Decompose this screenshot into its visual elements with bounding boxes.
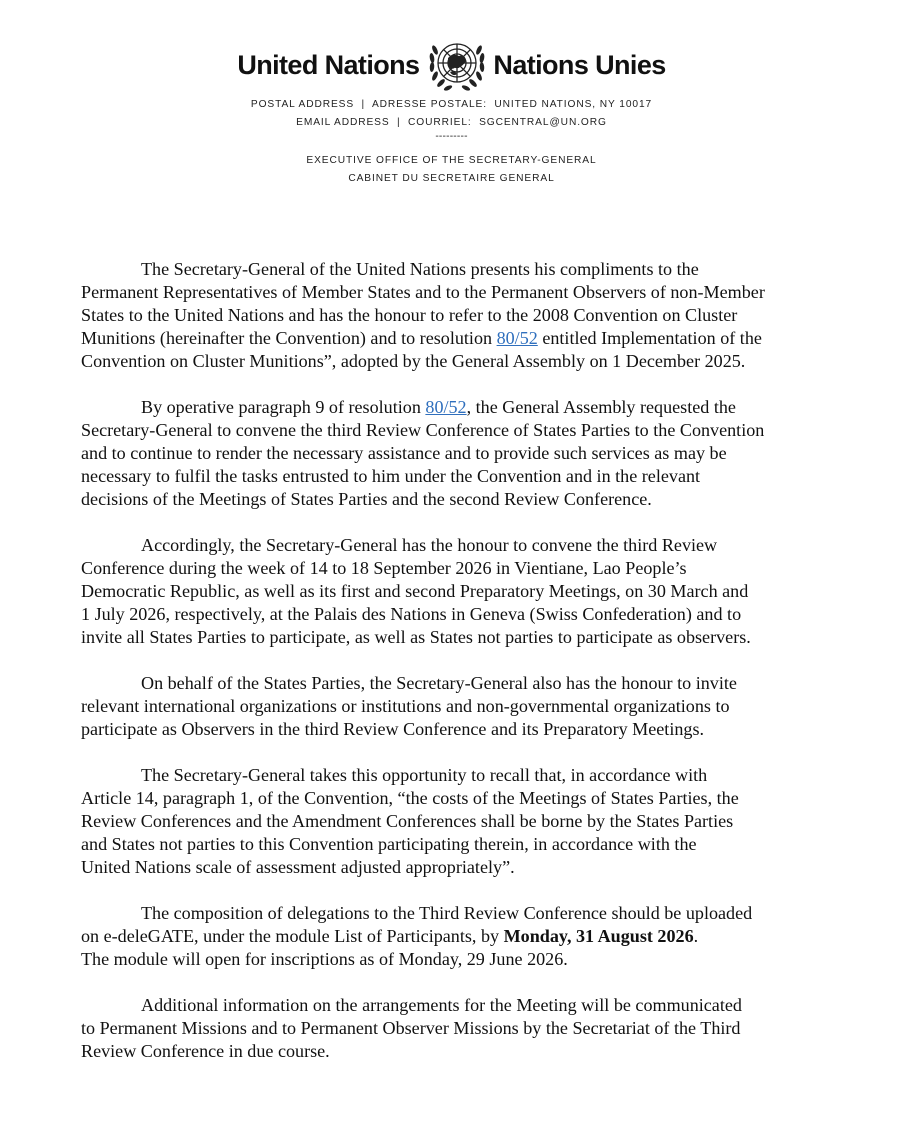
resolution-80-52-link[interactable]: 80/52 bbox=[425, 397, 467, 417]
office-english: EXECUTIVE OFFICE OF THE SECRETARY-GENERAL bbox=[306, 155, 597, 166]
text-line: Democratic Republic, as well as its first and second Preparatory Meetings, on 30 March and bbox=[81, 581, 749, 601]
text-segment: . bbox=[693, 926, 699, 946]
text-line: The module will open for inscriptions as of Monday, 29 June 2026. bbox=[81, 949, 568, 969]
text-line: Review Conference in due course. bbox=[81, 1041, 330, 1061]
text-line: The composition of delegations to the Third Review Conference should be uploaded bbox=[141, 903, 753, 923]
text-line: The Secretary-General takes this opportunity to recall that, in accordance with bbox=[141, 765, 708, 785]
paragraph-5 bbox=[81, 764, 851, 879]
paragraph-3 bbox=[81, 534, 851, 649]
text-line: to Permanent Missions and to Permanent Observer Missions by the Secretariat of the Third bbox=[81, 1018, 741, 1038]
text-line: Secretary-General to convene the third Review Conference of States Parties to the Convention bbox=[81, 420, 765, 440]
text-line: relevant international organizations or institutions and non-governmental organizations to bbox=[81, 696, 730, 716]
text-line: necessary to fulfil the tasks entrusted to him under the Convention and in the relevant bbox=[81, 466, 701, 486]
paragraph-7 bbox=[81, 994, 851, 1063]
paragraph-2 bbox=[81, 396, 851, 511]
text-line: Conference during the week of 14 to 18 September 2026 in Vientiane, Lao People’s bbox=[81, 558, 687, 578]
text-line: Review Conferences and the Amendment Conferences shall be borne by the States Parties bbox=[81, 811, 734, 831]
deadline-date: Monday, 31 August 2026 bbox=[503, 926, 694, 946]
org-name-english: United Nations bbox=[237, 50, 420, 80]
letterhead bbox=[0, 36, 903, 188]
text-line: and States not parties to this Convention participating therein, in accordance with the bbox=[81, 834, 697, 854]
text-segment: , the General Assembly requested the bbox=[466, 397, 736, 417]
text-line: Accordingly, the Secretary-General has the honour to convene the third Review bbox=[141, 535, 718, 555]
resolution-80-52-link[interactable]: 80/52 bbox=[496, 328, 538, 348]
paragraph-4 bbox=[81, 672, 851, 741]
text-line: Additional information on the arrangements for the Meeting will be communicated bbox=[141, 995, 742, 1015]
text-line: 1 July 2026, respectively, at the Palais des Nations in Geneva (Swiss Confederation) and to bbox=[81, 604, 742, 624]
office-french: CABINET DU SECRETAIRE GENERAL bbox=[348, 173, 555, 184]
text-line: Convention on Cluster Munitions”, adopted by the General Assembly on 1 December 2025. bbox=[81, 351, 746, 371]
separator: --------- bbox=[435, 131, 468, 142]
text-line: Article 14, paragraph 1, of the Convention, “the costs of the Meetings of States Parties, the bbox=[81, 788, 739, 808]
text-line: and to continue to render the necessary assistance and to provide such services as may be bbox=[81, 443, 727, 463]
letter-body bbox=[81, 258, 851, 1086]
text-line: The Secretary-General of the United Nations presents his compliments to the bbox=[141, 259, 699, 279]
text-segment: By operative paragraph 9 of resolution bbox=[141, 397, 426, 417]
text-line: invite all States Parties to participate, as well as States not parties to participate as observers. bbox=[81, 627, 751, 647]
text-line bbox=[81, 327, 851, 350]
text-line: participate as Observers in the third Review Conference and its Preparatory Meetings. bbox=[81, 719, 705, 739]
brand-row bbox=[0, 36, 903, 94]
text-segment: on e-deleGATE, under the module List of Participants, by bbox=[81, 926, 504, 946]
text-line bbox=[81, 925, 851, 948]
text-line: On behalf of the States Parties, the Secretary-General also has the honour to invite bbox=[141, 673, 737, 693]
text-segment: entitled Implementation of the bbox=[537, 328, 762, 348]
text-line: United Nations scale of assessment adjusted appropriately”. bbox=[81, 857, 515, 877]
email-address: EMAIL ADDRESS | COURRIEL: SGCENTRAL@UN.ORG bbox=[296, 117, 607, 128]
text-line bbox=[81, 396, 851, 419]
postal-address: POSTAL ADDRESS | ADRESSE POSTALE: UNITED NATIONS, NY 10017 bbox=[250, 99, 653, 110]
paragraph-6 bbox=[81, 902, 851, 971]
text-line: decisions of the Meetings of States Parties and the second Review Conference. bbox=[81, 489, 652, 509]
un-emblem-icon bbox=[426, 36, 488, 94]
text-segment: Munitions (hereinafter the Convention) and to resolution bbox=[81, 328, 497, 348]
paragraph-1 bbox=[81, 258, 851, 373]
text-line: States to the United Nations and has the honour to refer to the 2008 Convention on Cluster bbox=[81, 305, 738, 325]
text-line: Permanent Representatives of Member States and to the Permanent Observers of non-Member bbox=[81, 282, 765, 302]
org-name-french: Nations Unies bbox=[493, 50, 666, 80]
